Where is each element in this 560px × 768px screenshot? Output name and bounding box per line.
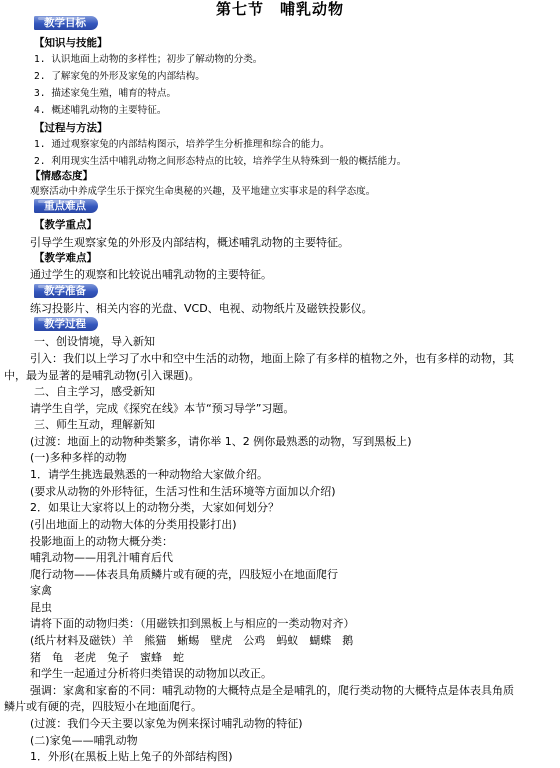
- step-heading: 三、师生互动，理解新知: [34, 418, 155, 431]
- process-method-heading: 【过程与方法】: [34, 122, 108, 134]
- key-heading: 【教学重点】: [34, 219, 97, 231]
- knowledge-heading: 【知识与技能】: [34, 37, 108, 49]
- paragraph-line: 爬行动物——体表具角质鳞片或有硬的壳，四肢短小在地面爬行: [30, 568, 338, 581]
- section-badge-goals: 教学目标: [34, 16, 98, 30]
- subsection-heading: (二)家兔——哺乳动物: [30, 734, 138, 747]
- knowledge-item: 2. 了解家兔的外形及家兔的内部结构。: [34, 71, 205, 82]
- paragraph-line: (纸片材料及磁铁）羊 熊猫 蜥蜴 壁虎 公鸡 蚂蚁 蝴蝶 鹅: [30, 634, 354, 647]
- section-badge-process: 教学过程: [34, 317, 98, 331]
- paragraph-line: 引入：我们以上学习了水中和空中生活的动物，地面上除了有多样的植物之外，也有多样的动物，其: [30, 352, 514, 365]
- process-method-item: 2. 利用现实生活中哺乳动物之间形态特点的比较，培养学生从特殊到一般的概括能力。: [34, 156, 407, 167]
- page-title: 第七节 哺乳动物: [215, 0, 344, 18]
- key-text: 引导学生观察家兔的外形及内部结构，概述哺乳动物的主要特征。: [30, 236, 349, 249]
- paragraph-line: 投影地面上的动物大概分类：: [30, 535, 173, 548]
- paragraph-line: 1．外形(在黑板上贴上兔子的外部结构图): [30, 750, 233, 763]
- step-heading: 一、创设情境，导入新知: [34, 335, 155, 348]
- paragraph-line: 2．如果让大家将以上的动物分类，大家如何划分？: [30, 501, 279, 514]
- emotion-text: 观察活动中养成学生乐于探究生命奥秘的兴趣，及平地建立实事求是的科学态度。: [30, 186, 376, 197]
- subsection-heading: (一)多种多样的动物: [30, 451, 127, 464]
- paragraph-line: 请学生自学，完成《探究在线》本节“预习导学”习题。: [30, 402, 295, 415]
- paragraph-line: 中，最为显著的是哺乳动物(引入课题)。: [4, 369, 200, 382]
- step-heading: 二、自主学习，感受新知: [34, 385, 155, 398]
- difficulty-text: 通过学生的观察和比较说出哺乳动物的主要特征。: [30, 268, 272, 281]
- paragraph-line: 和学生一起通过分析将归类错误的动物加以改正。: [30, 667, 272, 680]
- paragraph-line: (过渡：我们今天主要以家兔为例来探讨哺乳动物的特征): [30, 717, 303, 730]
- paragraph-line: 哺乳动物——用乳汁哺育后代: [30, 551, 173, 564]
- difficulty-heading: 【教学难点】: [34, 252, 97, 264]
- paragraph-line: (引出地面上的动物大体的分类用投影打出): [30, 518, 237, 531]
- prep-text: 练习投影片、相关内容的光盘、VCD、电视、动物纸片及磁铁投影仪。: [30, 302, 373, 315]
- paragraph-line: 猪 龟 老虎 兔子 蜜蜂 蛇: [30, 651, 184, 664]
- paragraph-line: 1．请学生挑选最熟悉的一种动物给大家做介绍。: [30, 468, 268, 481]
- section-badge-keypoints: 重点难点: [34, 199, 98, 213]
- paragraph-line: (要求从动物的外形特征，生活习性和生活环境等方面加以介绍): [30, 485, 336, 498]
- emotion-heading: 【情感态度】: [30, 170, 93, 182]
- paragraph-line: 请将下面的动物归类：（用磁铁扣到黑板上与相应的一类动物对齐）: [30, 617, 355, 630]
- paragraph-line: 家禽: [30, 584, 52, 597]
- knowledge-item: 3. 描述家兔生殖，哺育的特点。: [34, 88, 177, 99]
- paragraph-line: (过渡：地面上的动物种类繁多，请你举 1、2 例你最熟悉的动物，写到黑板上): [30, 435, 412, 448]
- paragraph-line: 鳞片或有硬的壳，四肢短小在地面爬行。: [4, 700, 202, 713]
- knowledge-item: 1. 认识地面上动物的多样性；初步了解动物的分类。: [34, 54, 263, 65]
- paragraph-line: 强调：家禽和家畜的不同：哺乳动物的大概特点是全是哺乳的，爬行类动物的大概特点是体表具角质: [30, 684, 514, 697]
- knowledge-item: 4. 概述哺乳动物的主要特征。: [34, 105, 167, 116]
- section-badge-prep: 教学准备: [34, 284, 98, 298]
- paragraph-line: 昆虫: [30, 601, 52, 614]
- process-method-item: 1. 通过观察家兔的内部结构图示，培养学生分析推理和综合的能力。: [34, 139, 330, 150]
